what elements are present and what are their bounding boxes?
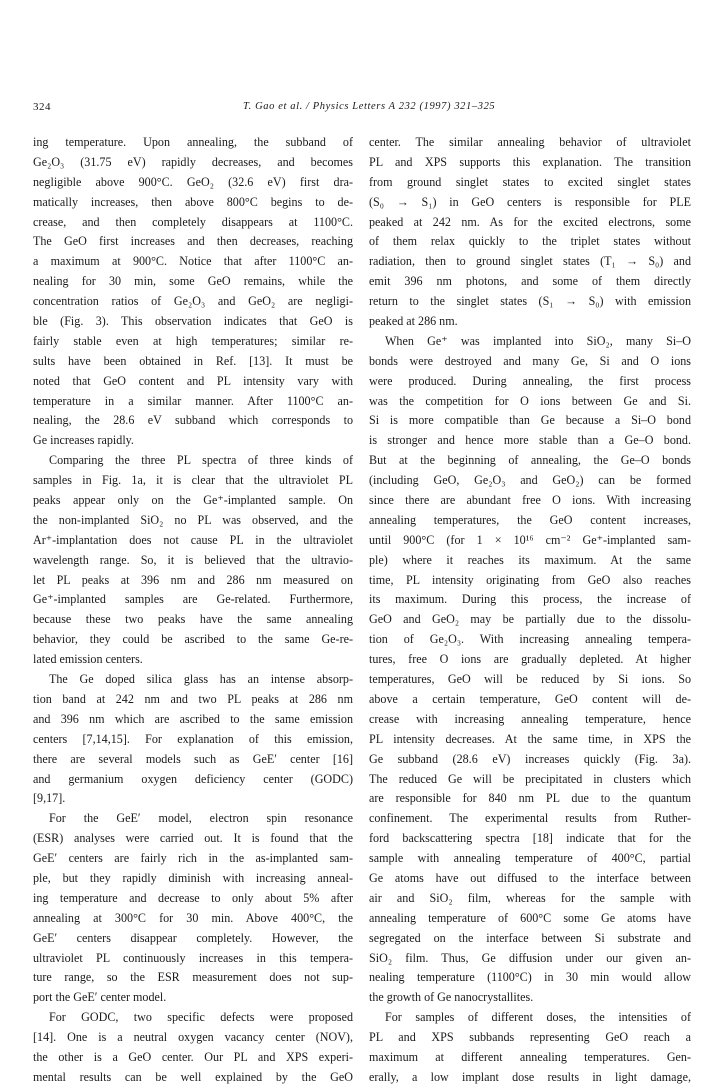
paragraph-start: The Ge doped silica glass has an intense absorp-	[49, 672, 353, 687]
text-line: ture range, so the ESR measurement does not sup-	[33, 970, 353, 985]
text-line: peaks appear only on the Ge⁺-implanted sample. On	[33, 493, 353, 508]
text-line: erally, a low implant dose results in light damage,	[369, 1069, 691, 1084]
text-line: SiO₂ film. Thus, Ge diffusion under our given an-	[369, 950, 691, 965]
text-line: until 900°C (for 1 × 10¹⁶ cm⁻² Ge⁺-implanted sam-	[369, 532, 691, 547]
text-line: nealing, the 28.6 eV subband which corresponds to	[33, 413, 353, 428]
paragraph-start: For samples of different doses, the intensities of	[385, 1010, 691, 1025]
text-line: sults have been obtained in Ref. [13]. It must be	[33, 353, 353, 368]
text-line: port the GeE′ center model.	[33, 990, 167, 1005]
text-line: segregated on the interface between Si substrate and	[369, 930, 691, 945]
text-line: center. The similar annealing behavior of ultraviolet	[369, 135, 691, 149]
running-head: T. Gao et al. / Physics Letters A 232 (1997) 321–325	[243, 101, 496, 112]
text-line: annealing at 300°C for 30 min. Above 400°C, the	[33, 910, 353, 925]
paragraph-start: Comparing the three PL spectra of three kinds of	[49, 453, 353, 468]
text-line: centers [7,14,15]. For explanation of this emission,	[33, 731, 353, 746]
text-line: ple, but they rapidly diminish with increasing anneal-	[33, 870, 353, 885]
text-line: temperatures, GeO will be reduced by Si ions. So	[369, 672, 691, 687]
text-line: noted that GeO content and PL intensity vary with	[33, 373, 353, 388]
text-line: [14]. One is a neutral oxygen vacancy center (NOV),	[33, 1030, 353, 1045]
text-line: samples in Fig. 1a, it is clear that the ultraviolet PL	[33, 473, 353, 488]
text-line: matically increases, then above 800°C begins to de-	[33, 194, 353, 209]
text-line: and germanium oxygen deficiency center (GODC)	[33, 771, 353, 786]
text-line: wavelength range. So, it is believed that the ultravio-	[33, 552, 353, 567]
text-line: the other is a GeO center. Our PL and XPS experi-	[33, 1049, 353, 1064]
text-line: negligible above 900°C. GeO₂ (32.6 eV) first dra-	[33, 174, 353, 189]
text-line: and 396 nm which are ascribed to the same emission	[33, 711, 353, 726]
right-column	[369, 133, 691, 1088]
text-line: concentration ratios of Ge₂O₃ and GeO₂ are negligi-	[33, 294, 353, 309]
text-line: peaked at 242 nm. As for the excited electrons, some	[369, 214, 691, 229]
text-line: ing temperature. Upon annealing, the subband of	[33, 135, 353, 149]
text-line: [9,17].	[33, 791, 66, 806]
text-line: confinement. The experimental results from Ruther-	[369, 811, 691, 826]
text-line: radiation, then to ground singlet states (T₁ → S₀) and	[369, 254, 691, 269]
text-line: mental results can be well explained by the GeO	[33, 1069, 353, 1084]
text-line: (ESR) analyses were carried out. It is found that the	[33, 831, 353, 846]
text-line: GeE′ centers disappear completely. However, the	[33, 930, 353, 945]
text-line: Ge increases rapidly.	[33, 433, 134, 448]
text-line: fairly stable even at high temperatures; similar re-	[33, 333, 353, 348]
page-header	[33, 101, 701, 117]
text-line: tion band at 242 nm and two PL peaks at 286 nm	[33, 691, 353, 706]
text-line: emit 396 nm photons, and some of them directly	[369, 274, 691, 289]
text-line: But at the beginning of annealing, the Ge–O bonds	[369, 453, 691, 468]
text-line: the non-implanted SiO₂ no PL was observed, and the	[33, 512, 353, 527]
text-line: ultraviolet PL continuously increases in this tempera-	[33, 950, 353, 965]
text-line: tures, free O ions are gradually depleted. At higher	[369, 652, 691, 667]
text-line: return to the singlet states (S₁ → S₀) with emission	[369, 294, 691, 309]
text-line: was the competition for O ions between Ge and Si.	[369, 393, 691, 408]
text-line: since there are abundant free O ions. With increasing	[369, 493, 691, 508]
text-line: air and SiO₂ film, whereas for the sample with	[369, 890, 691, 905]
text-line: of them relax quickly to the triplet states without	[369, 234, 691, 249]
text-line: lated emission centers.	[33, 652, 143, 667]
text-line: its maximum. During this process, the increase of	[369, 592, 691, 607]
text-line: the growth of Ge nanocrystallites.	[369, 990, 534, 1005]
text-line: there are several models such as GeE′ center [16]	[33, 751, 353, 766]
paragraph-start: For GODC, two specific defects were proposed	[49, 1010, 353, 1025]
text-line: ford backscattering spectra [18] indicate that for the	[369, 831, 691, 846]
text-line: Ar⁺-implantation does not cause PL in the ultraviolet	[33, 532, 353, 547]
text-line: annealing temperature of 600°C some Ge atoms have	[369, 910, 691, 925]
text-line: ing temperature and decrease to only about 5% after	[33, 890, 353, 905]
text-line: time, PL intensity originating from GeO also reaches	[369, 572, 691, 587]
text-line: temperature in a similar manner. After 1100°C an-	[33, 393, 353, 408]
text-line: are responsible for 840 nm PL due to the quantum	[369, 791, 691, 806]
text-line: (including GeO, Ge₂O₃ and GeO₂) can be formed	[369, 473, 691, 488]
text-line: The reduced Ge will be precipitated in clusters which	[369, 771, 691, 786]
text-line: behavior, they could be ascribed to the same Ge-re-	[33, 632, 353, 647]
text-line: crease with increasing annealing temperature, hence	[369, 711, 691, 726]
text-line: let PL peaks at 396 nm and 286 nm measured on	[33, 572, 353, 587]
text-line: ple) where it reaches its maximum. At the same	[369, 552, 691, 567]
text-line: GeE′ centers are fairly rich in the as-implanted sam-	[33, 851, 353, 866]
text-line: maximum at different annealing temperatures. Gen-	[369, 1049, 691, 1064]
text-line: a maximum at 900°C. Notice that after 1100°C an-	[33, 254, 353, 269]
text-line: tion of Ge₂O₃. With increasing annealing tempera-	[369, 632, 691, 647]
text-line: Ge₂O₃ (31.75 eV) rapidly decreases, and becomes	[33, 154, 353, 169]
text-line: nealing for 30 min, some GeO remains, while the	[33, 274, 353, 289]
text-line: because these two peaks have the same annealing	[33, 612, 353, 627]
text-line: is stronger and hence more stable than a Ge–O bond.	[369, 433, 691, 448]
text-line: annealing temperatures, the GeO content increases,	[369, 512, 691, 527]
text-line: peaked at 286 nm.	[369, 314, 458, 329]
left-column	[33, 133, 353, 1088]
text-line: Ge⁺-implanted samples are Ge-related. Furthermore,	[33, 592, 353, 607]
text-line: Ge subband (28.6 eV) increases quickly (Fig. 3a).	[369, 751, 691, 766]
paragraph-start: For the GeE′ model, electron spin resonance	[49, 811, 353, 826]
text-line: crease, and then completely disappears at 1100°C.	[33, 214, 353, 229]
text-line: Ge atoms have out diffused to the interface between	[369, 870, 691, 885]
text-line: PL and XPS subbands representing GeO reach a	[369, 1030, 691, 1045]
text-line: Si is more compatible than Ge because a Si–O bond	[369, 413, 691, 428]
text-line: PL intensity decreases. At the same time, in XPS the	[369, 731, 691, 746]
text-line: were produced. During annealing, the first process	[369, 373, 691, 388]
text-line: from ground singlet states to excited singlet states	[369, 174, 691, 189]
text-line: GeO and GeO₂ may be partially due to the dissolu-	[369, 612, 691, 627]
paragraph-start: When Ge⁺ was implanted into SiO₂, many Si–O	[385, 333, 691, 348]
text-line: PL and XPS supports this explanation. The transition	[369, 154, 691, 169]
text-line: above a certain temperature, GeO content will de-	[369, 691, 691, 706]
text-line: sample with annealing temperature of 400°C, partial	[369, 851, 691, 866]
text-line: (S₀ → S₁) in GeO centers is responsible for PLE	[369, 194, 691, 209]
text-line: The GeO first increases and then decreases, reaching	[33, 234, 353, 249]
text-line: bonds were destroyed and many Ge, Si and O ions	[369, 353, 691, 368]
text-line: nealing temperature (1100°C) in 30 min would allow	[369, 970, 691, 985]
text-line: ble (Fig. 3). This observation indicates that GeO is	[33, 314, 353, 329]
page-number: 324	[33, 101, 51, 113]
